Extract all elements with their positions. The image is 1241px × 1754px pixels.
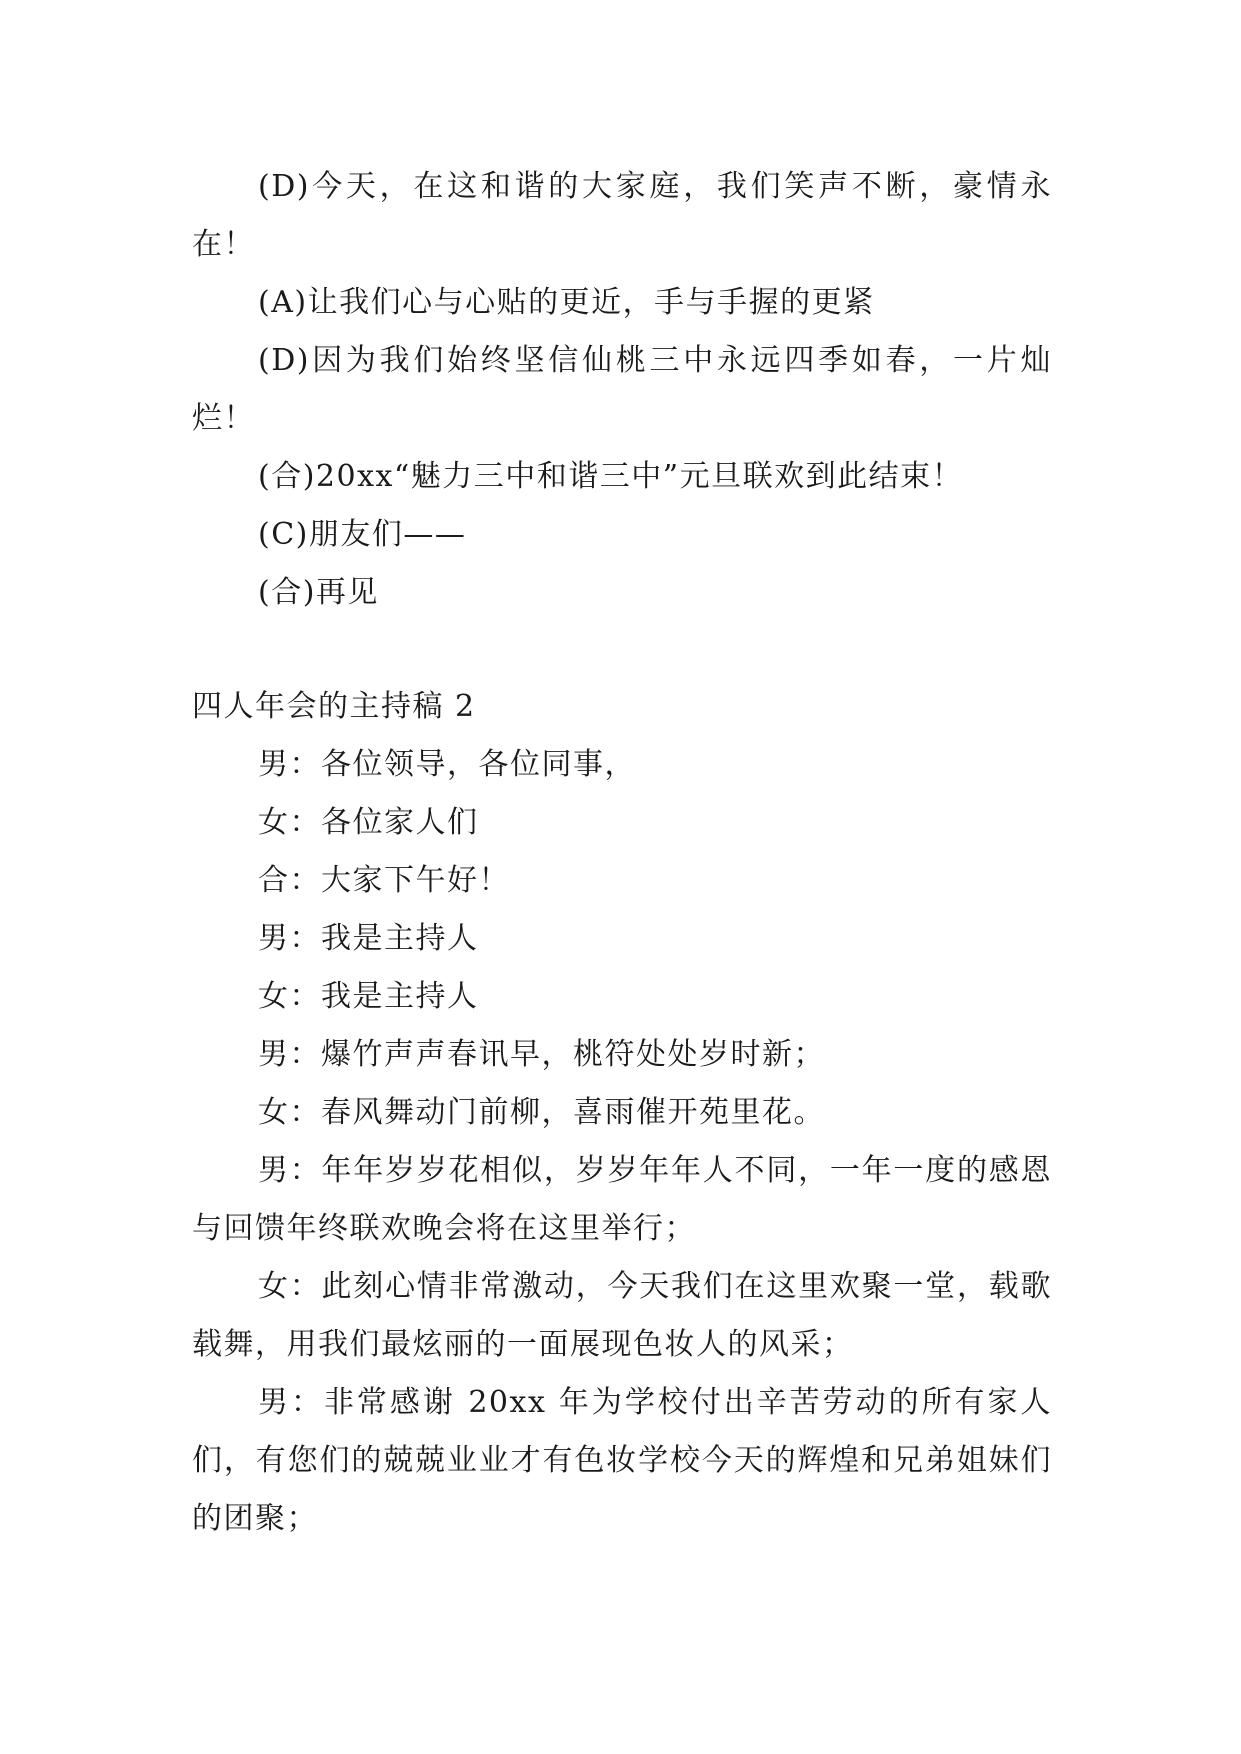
paragraph: 男：非常感谢 20xx 年为学校付出辛苦劳动的所有家人们，有您们的兢兢业业才有色妆学校今天的辉煌和兄弟姐妹们的团聚； [192, 1385, 1052, 1536]
paragraph: (合)20xx“魅力三中和谐三中”元旦联欢到此结束！ [258, 459, 964, 494]
paragraph: (A)让我们心与心贴的更近，手与手握的更紧 [258, 285, 875, 320]
paragraph: (D)今天，在这和谐的大家庭，我们笑声不断，豪情永在！ [192, 169, 1052, 262]
section-spacer [192, 622, 1052, 678]
paragraph: (C)朋友们—— [258, 517, 467, 552]
paragraph: (合)再见 [258, 575, 379, 610]
paragraph: 男：爆竹声声春讯早，桃符处处岁时新； [258, 1037, 825, 1072]
paragraph: 女：此刻心情非常激动，今天我们在这里欢聚一堂，载歌载舞，用我们最炫丽的一面展现色妆人的风采； [192, 1269, 1052, 1362]
paragraph: 女：我是主持人 [258, 979, 479, 1014]
section-title: 四人年会的主持稿 2 [192, 689, 476, 724]
paragraph: 男：年年岁岁花相似，岁岁年年人不同，一年一度的感恩与回馈年终联欢晚会将在这里举行； [192, 1153, 1052, 1246]
paragraph: 女：各位家人们 [258, 805, 479, 840]
paragraph: 男：我是主持人 [258, 921, 479, 956]
paragraph: 男：各位领导，各位同事， [258, 747, 636, 782]
paragraph: (D)因为我们始终坚信仙桃三中永远四季如春，一片灿烂！ [192, 343, 1052, 436]
paragraph: 女：春风舞动门前柳，喜雨催开苑里花。 [258, 1095, 825, 1130]
paragraph: 合：大家下午好！ [258, 863, 510, 898]
document-body [192, 158, 1052, 1548]
